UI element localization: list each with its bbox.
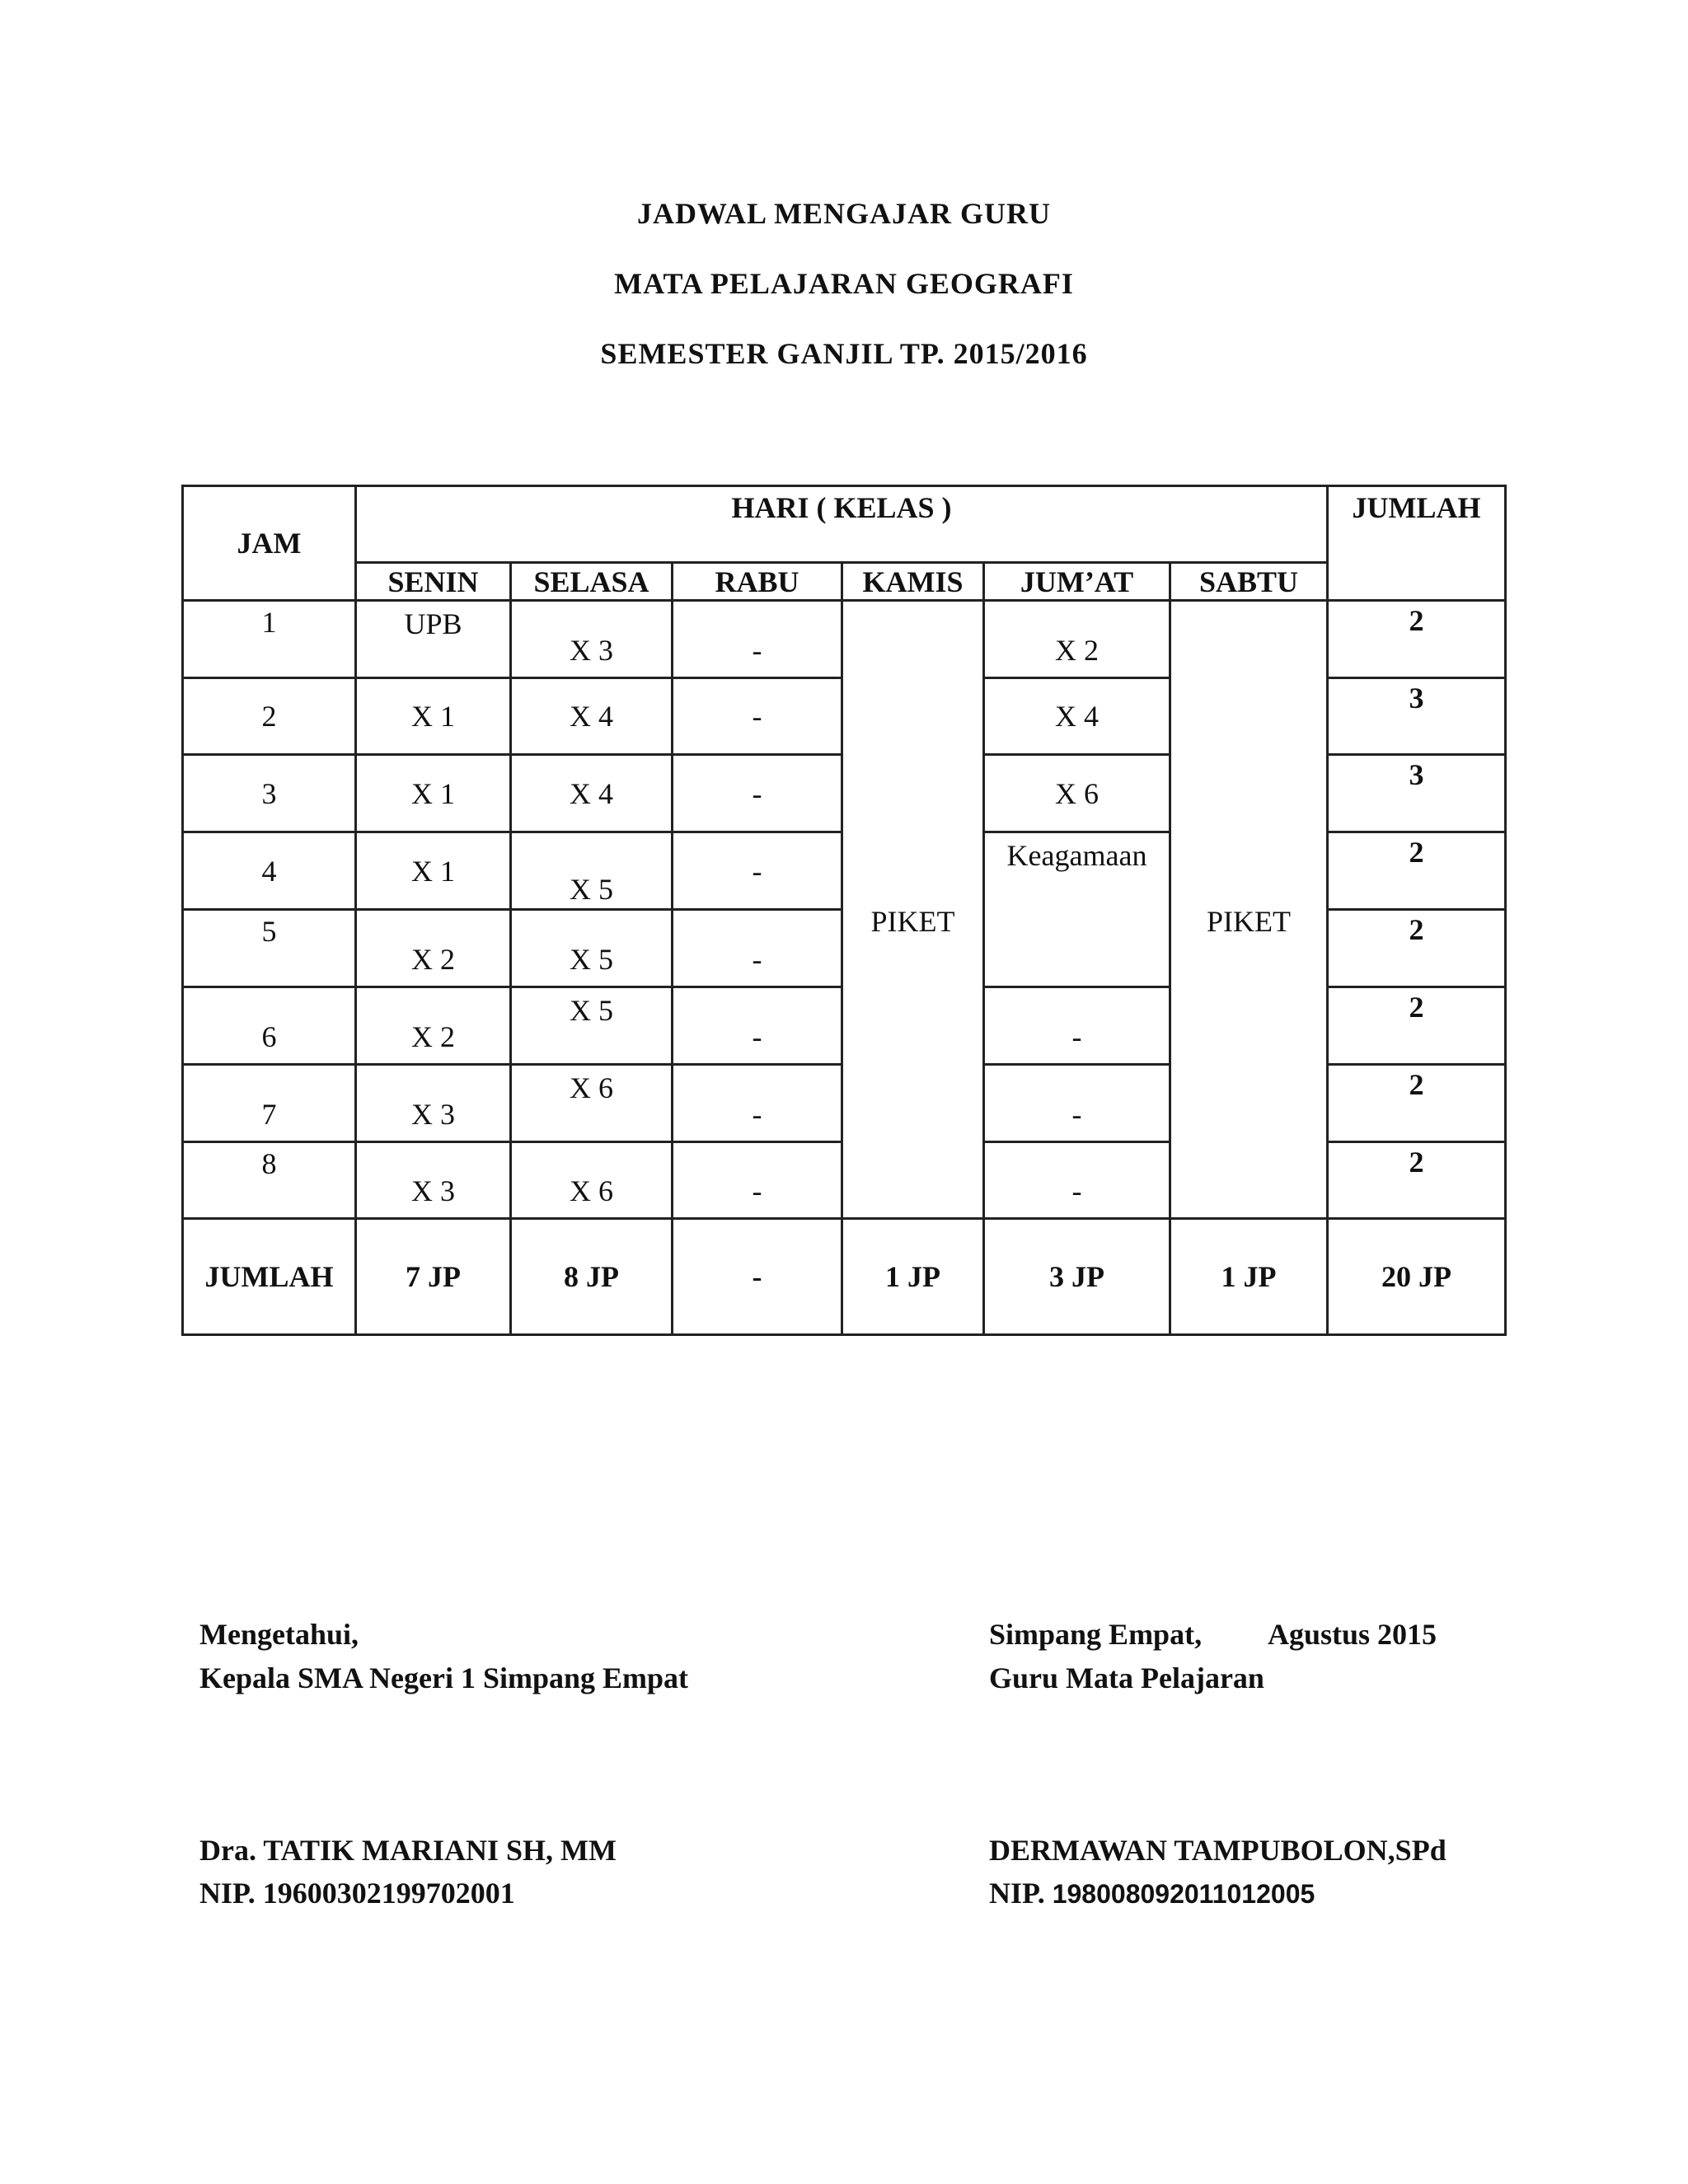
- totals-row: [183, 1219, 1506, 1335]
- totals-label: JUMLAH: [183, 1219, 356, 1335]
- jumat-cell: X 6: [984, 755, 1170, 832]
- jumat-keagamaan-cell: Keagamaan: [984, 832, 1170, 987]
- guru-nip-label: NIP.: [989, 1877, 1045, 1910]
- jumlah-cell: 3: [1328, 755, 1506, 832]
- kepala-sekolah-title: Kepala SMA Negeri 1 Simpang Empat: [199, 1661, 689, 1694]
- total-sabtu: 1 JP: [1170, 1219, 1328, 1335]
- kamis-piket-cell: PIKET: [842, 601, 984, 1219]
- rabu-cell: -: [673, 678, 842, 755]
- senin-cell: X 3: [356, 1142, 511, 1219]
- selasa-cell: X 6: [511, 1142, 673, 1219]
- jumlah-cell: 2: [1328, 987, 1506, 1065]
- header-day-senin: SENIN: [356, 563, 511, 601]
- guru-nip-number: 198008092011012005: [1052, 1879, 1315, 1909]
- selasa-cell: X 4: [511, 755, 673, 832]
- guru-nip: [989, 1876, 1315, 1910]
- jam-cell: 3: [183, 755, 356, 832]
- selasa-cell: X 4: [511, 678, 673, 755]
- rabu-cell: -: [673, 987, 842, 1065]
- jumlah-cell: 2: [1328, 1065, 1506, 1142]
- jam-cell: 5: [183, 910, 356, 987]
- jam-cell: 6: [183, 987, 356, 1065]
- senin-cell: X 2: [356, 910, 511, 987]
- title-line-2: MATA PELAJARAN GEOGRAFI: [614, 267, 1074, 300]
- jumlah-cell: 3: [1328, 678, 1506, 755]
- senin-cell: X 1: [356, 678, 511, 755]
- rabu-cell: -: [673, 910, 842, 987]
- kepala-sekolah-nip: NIP. 19600302199702001: [199, 1877, 515, 1910]
- jam-cell: 8: [183, 1142, 356, 1219]
- header-day-rabu: RABU: [673, 563, 842, 601]
- jumat-cell: X 4: [984, 678, 1170, 755]
- schedule-table: [181, 485, 1507, 1336]
- sabtu-piket-cell: PIKET: [1170, 601, 1328, 1219]
- title-line-1: JADWAL MENGAJAR GURU: [636, 197, 1051, 230]
- total-kamis: 1 JP: [842, 1219, 984, 1335]
- rabu-cell: -: [673, 601, 842, 678]
- total-all: 20 JP: [1328, 1219, 1506, 1335]
- guru-title: Guru Mata Pelajaran: [989, 1661, 1264, 1694]
- kepala-sekolah-name: Dra. TATIK MARIANI SH, MM: [199, 1834, 617, 1867]
- senin-cell: X 1: [356, 755, 511, 832]
- selasa-cell: X 3: [511, 601, 673, 678]
- senin-cell: X 1: [356, 832, 511, 910]
- place-label: Simpang Empat,: [989, 1618, 1203, 1651]
- jam-cell: 4: [183, 832, 356, 910]
- jam-cell: 7: [183, 1065, 356, 1142]
- selasa-cell: X 6: [511, 1065, 673, 1142]
- total-jumat: 3 JP: [984, 1219, 1170, 1335]
- jumlah-cell: 2: [1328, 1142, 1506, 1219]
- selasa-cell: X 5: [511, 832, 673, 910]
- jumat-cell: -: [984, 1065, 1170, 1142]
- senin-cell: UPB: [356, 601, 511, 678]
- jumlah-cell: 2: [1328, 832, 1506, 910]
- senin-cell: X 3: [356, 1065, 511, 1142]
- header-day-jumat: JUM’AT: [984, 563, 1170, 601]
- title-line-3: SEMESTER GANJIL TP. 2015/2016: [600, 337, 1088, 370]
- mengetahui-label: Mengetahui,: [199, 1618, 359, 1651]
- header-day-sabtu: SABTU: [1170, 563, 1328, 601]
- guru-name: DERMAWAN TAMPUBOLON,SPd: [989, 1834, 1447, 1867]
- jumlah-cell: 2: [1328, 601, 1506, 678]
- header-hari-kelas: HARI ( KELAS ): [356, 486, 1328, 563]
- header-day-selasa: SELASA: [511, 563, 673, 601]
- rabu-cell: -: [673, 755, 842, 832]
- senin-cell: X 2: [356, 987, 511, 1065]
- selasa-cell: X 5: [511, 910, 673, 987]
- rabu-cell: -: [673, 1142, 842, 1219]
- selasa-cell: X 5: [511, 987, 673, 1065]
- total-selasa: 8 JP: [511, 1219, 673, 1335]
- jumlah-cell: 2: [1328, 910, 1506, 987]
- jumat-cell: -: [984, 1142, 1170, 1219]
- total-senin: 7 JP: [356, 1219, 511, 1335]
- jam-cell: 1: [183, 601, 356, 678]
- jumat-cell: X 2: [984, 601, 1170, 678]
- rabu-cell: -: [673, 1065, 842, 1142]
- jam-cell: 2: [183, 678, 356, 755]
- jumat-cell: -: [984, 987, 1170, 1065]
- total-rabu: -: [673, 1219, 842, 1335]
- table-row: [183, 601, 1506, 678]
- header-jam: JAM: [183, 486, 356, 601]
- date-label: Agustus 2015: [1268, 1618, 1437, 1651]
- header-jumlah: JUMLAH: [1328, 486, 1506, 601]
- header-day-kamis: KAMIS: [842, 563, 984, 601]
- rabu-cell: -: [673, 832, 842, 910]
